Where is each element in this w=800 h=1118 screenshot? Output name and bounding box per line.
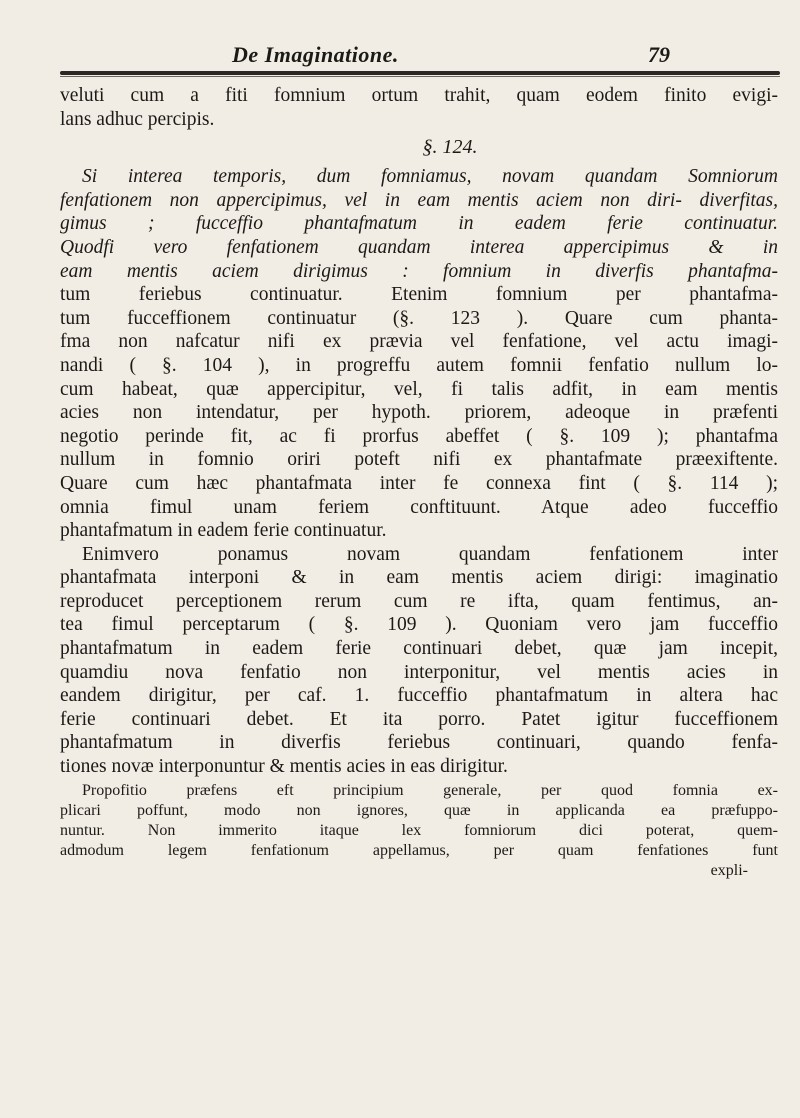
catchword: expli- [710,861,748,879]
body-line: tum feriebus continuatur. Etenim fomnium per phantafma- [60,284,778,306]
running-head [0,36,800,76]
body-line: ferie continuari debet. Et ita porro. Patet igitur fucceffionem [60,708,778,730]
page-number: 79 [648,42,670,67]
thesis-line: Si interea temporis, dum fomniamus, novam quandam Somniorum [82,166,778,188]
note-line: nuntur. Non immerito itaque lex fomniorum dici poterat, quem- [60,821,778,839]
body-line: nullum in fomnio oriri poteft nifi ex phantafmate præexiftente. [60,449,778,471]
text-block [60,84,778,881]
body-line: acies non intendatur, per hypoth. priorem, adeoque in præfenti [60,402,778,424]
note-line: plicari poffunt, modo non ignores, quæ in applicanda ea præfuppo- [60,801,778,819]
section-number: §. 124. [422,136,478,159]
running-head-title: De Imaginatione. [232,42,399,67]
body-line: reproducet perceptionem rerum cum re ifta, quam fentimus, an- [60,590,778,612]
body-line: omnia fimul unam feriem conftituunt. Atque adeo fucceffio [60,496,778,518]
note-line: Propofitio præfens eft principium generale, per quod fomnia ex- [82,781,778,799]
body-line: quamdiu nova fenfatio non interponitur, vel mentis acies in [60,661,778,683]
note-line: admodum legem fenfationum appellamus, per quam fenfationes funt [60,841,778,859]
thesis-line: eam mentis aciem dirigimus : fomnium in diverfis phantafma- [60,260,778,282]
continuation-line: veluti cum a fiti fomnium ortum trahit, quam eodem finito evigi- [60,85,778,106]
body-line: tum fucceffionem continuatur (§. 123 ). Quare cum phanta- [60,307,778,329]
body-line: phantafmatum in diverfis feriebus continuari, quando fenfa- [60,732,778,754]
body-line: eandem dirigitur, per caf. 1. fucceffio phantafmatum in altera hac [60,685,778,707]
body-line: nandi ( §. 104 ), in progreffu autem fomnii fenfatio nullum lo- [60,354,778,376]
body-line: Enimvero ponamus novam quandam fenfationem inter [82,543,778,565]
body-line: phantafmata interponi & in eam mentis aciem dirigi: imaginatio [60,567,778,589]
body-line: phantafmatum in eadem ferie continuatur. [60,520,387,542]
body-line: Quare cum hæc phantafmata inter fe connexa fint ( §. 114 ); [60,472,778,494]
body-line: fma non nafcatur nifi ex prævia vel fenfatione, vel actu imagi- [60,331,778,353]
thesis-line: gimus ; fucceffio phantafmatum in eadem ferie continuatur. [60,213,778,235]
body-line: tea fimul perceptarum ( §. 109 ). Quoniam vero jam fucceffio [60,614,778,636]
continuation-line: lans adhuc percipis. [60,108,215,130]
scholium-note [60,781,778,881]
body-line: tiones novæ interponuntur & mentis acies in eas dirigitur. [60,756,508,778]
body-line: cum habeat, quæ appercipitur, vel, fi talis adfit, in eam mentis [60,378,778,400]
header-rule-thin [60,76,780,77]
header-rule [60,71,780,75]
body-line: negotio perinde fit, ac fi prorfus abeffet ( §. 109 ); phantafma [60,425,778,447]
body-line: phantafmatum in eadem ferie continuari debet, quæ jam incepit, [60,638,778,660]
thesis-line: fenfationem non appercipimus, vel in eam mentis aciem non diri- diverfitas, [60,189,778,211]
thesis-line: Quodfi vero fenfationem quandam interea appercipimus & in [60,236,778,258]
